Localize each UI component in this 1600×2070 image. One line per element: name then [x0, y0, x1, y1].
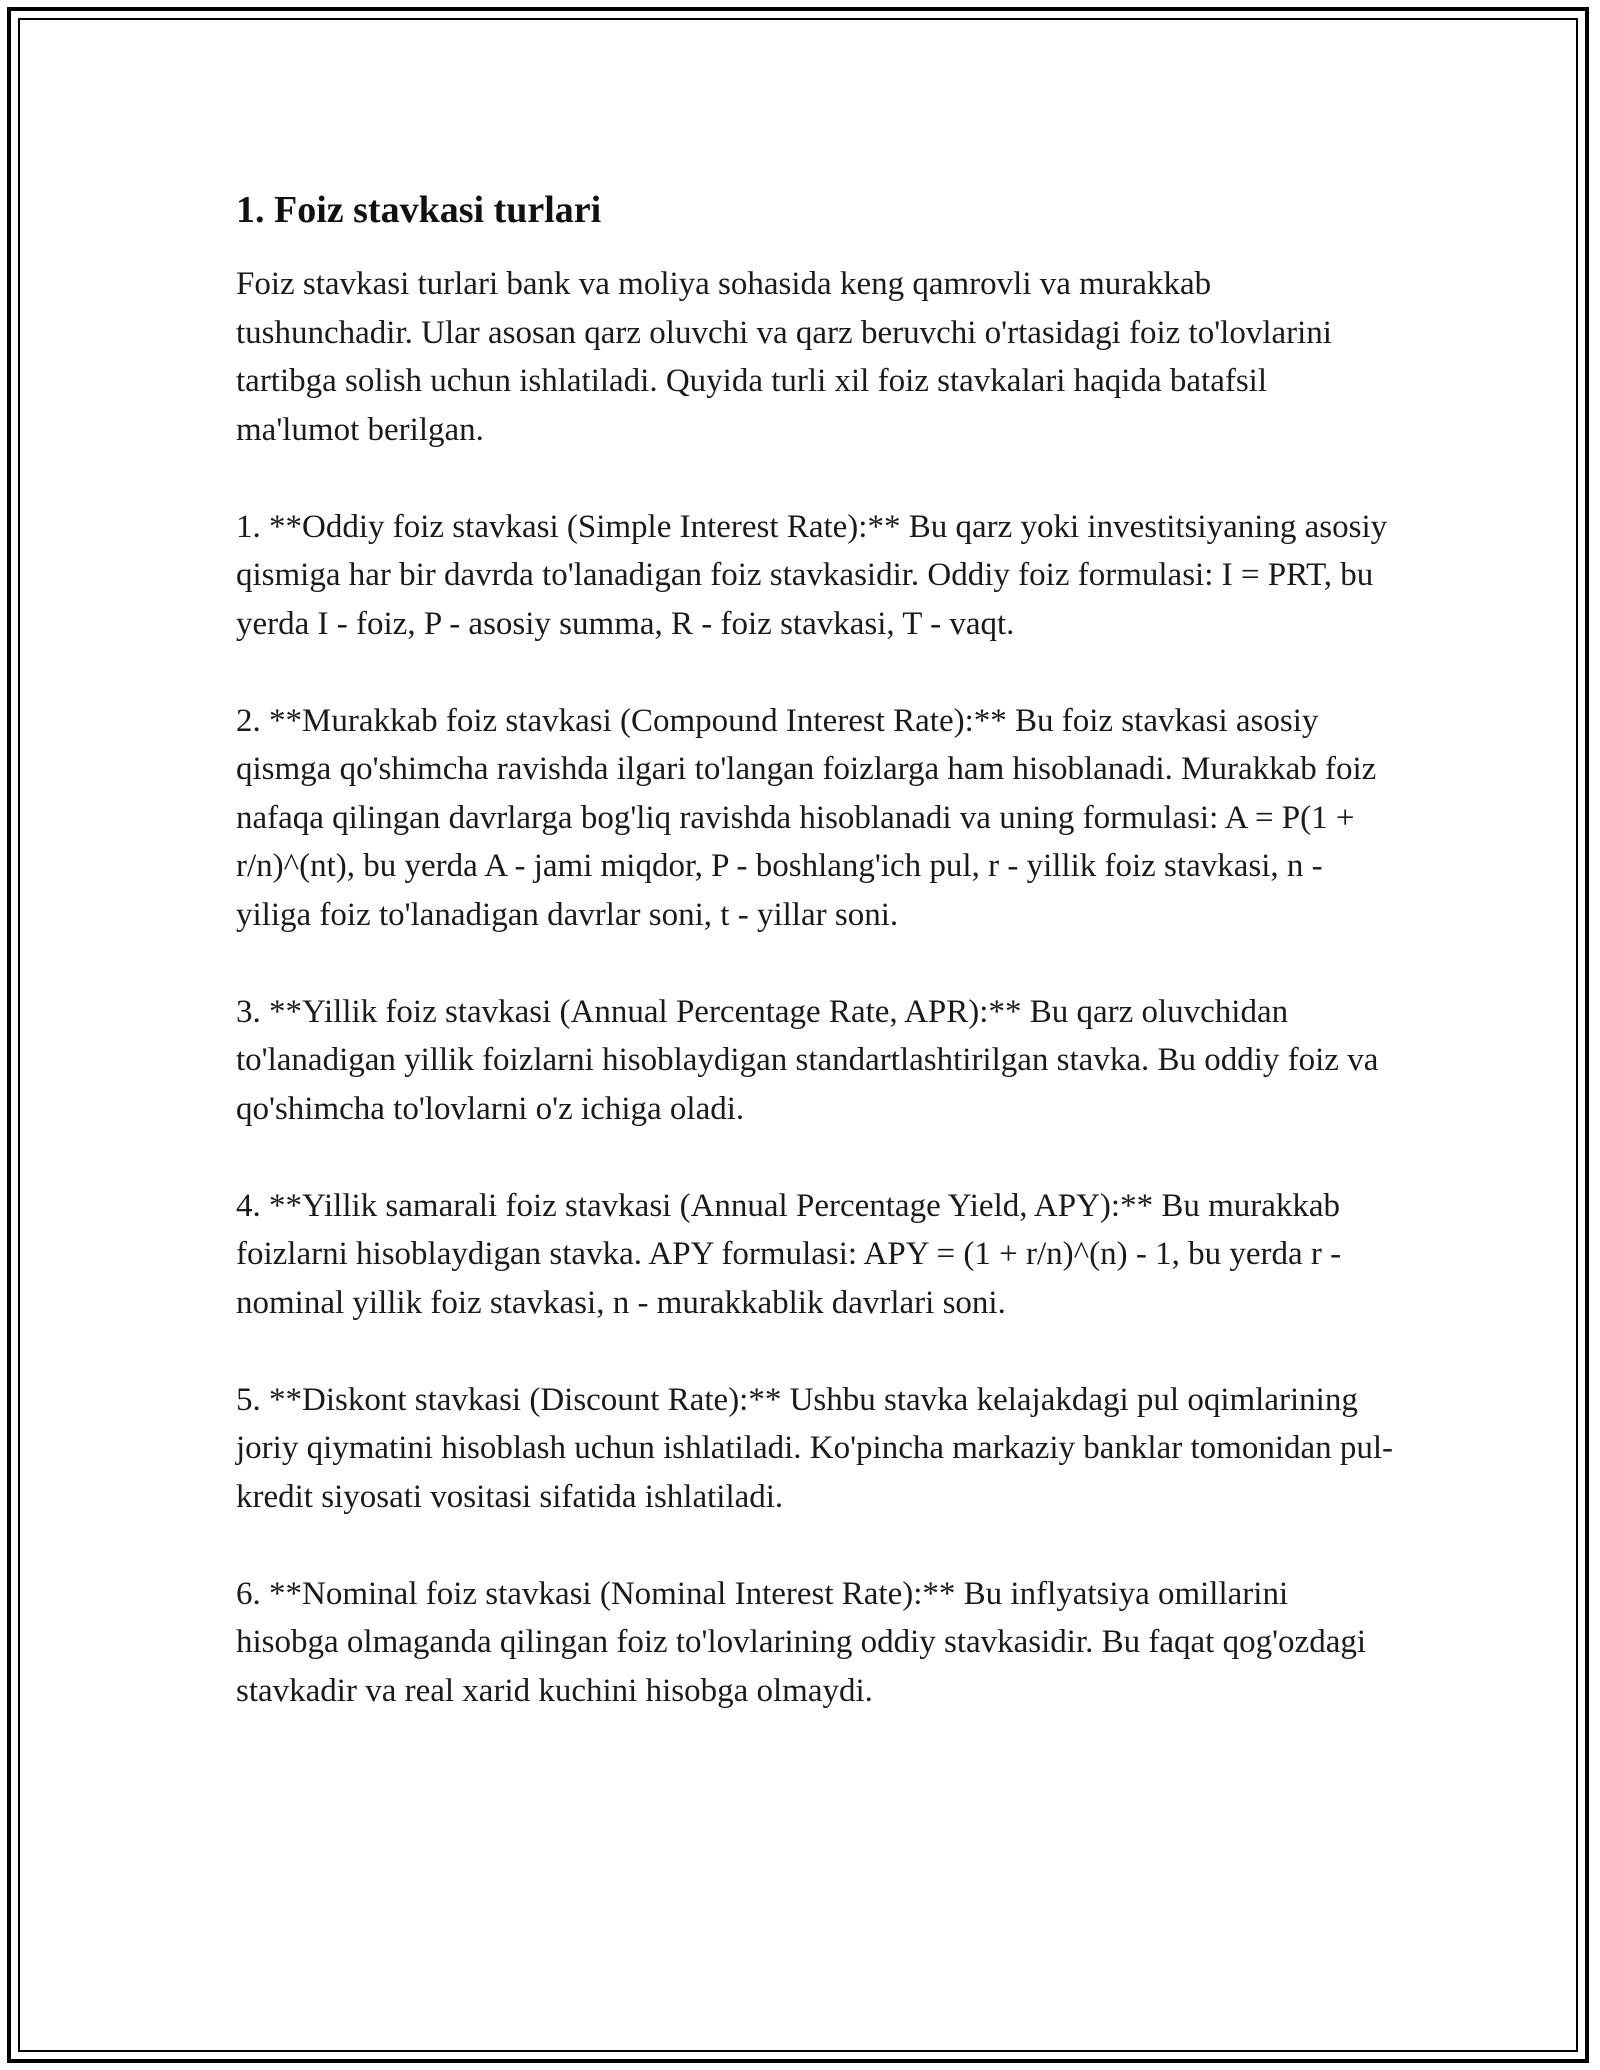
- intro-paragraph: Foiz stavkasi turlari bank va moliya sohasida keng qamrovli va murakkab tushunchadir. Ular asosan qarz oluvchi va qarz beruvchi o'rtasidagi foiz to'lovlarini tartibga solish uchun ishlatiladi. Quyida turli xil foiz stavkalari haqida batafsil ma'lumot berilgan.: [236, 266, 1332, 448]
- item-nominal-rate: 6. **Nominal foiz stavkasi (Nominal Interest Rate):** Bu inflyatsiya omillarini hisobga olmaganda qilingan foiz to'lovlarining oddiy stavkasidir. Bu faqat qog'ozdagi stavkadir va real xarid kuchini hisobga olmaydi.: [236, 1575, 1367, 1709]
- section-heading: 1. Foiz stavkasi turlari: [236, 189, 602, 231]
- item-apy: 4. **Yillik samarali foiz stavkasi (Annual Percentage Yield, APY):** Bu murakkab foizlarni hisoblaydigan stavka. APY formulasi: APY = (1 + r/n)^(n) - 1, bu yerda r - nominal yillik foiz stavkasi, n - murakkablik davrlari soni.: [236, 1187, 1342, 1321]
- item-apr: 3. **Yillik foiz stavkasi (Annual Percentage Rate, APR):** Bu qarz oluvchidan to'lanadigan yillik foizlarni hisoblaydigan standartlashtirilgan stavka. Bu oddiy foiz va qo'shimcha to'lovlarni o'z ichiga oladi.: [236, 993, 1379, 1127]
- item-discount-rate: 5. **Diskont stavkasi (Discount Rate):** Ushbu stavka kelajakdagi pul oqimlarining joriy qiymatini hisoblash uchun ishlatiladi. Ko'pincha markaziy banklar tomonidan pul-kredit siyosati vositasi sifatida ishlatiladi.: [236, 1381, 1394, 1515]
- item-simple-interest: 1. **Oddiy foiz stavkasi (Simple Interest Rate):** Bu qarz yoki investitsiyaning asosiy qismiga har bir davrda to'lanadigan foiz stavkasidir. Oddiy foiz formulasi: I = PRT, bu yerda I - foiz, P - asosiy summa, R - foiz stavkasi, T - vaqt.: [236, 508, 1388, 642]
- document-body: [236, 186, 1396, 1764]
- item-compound-interest: 2. **Murakkab foiz stavkasi (Compound Interest Rate):** Bu foiz stavkasi asosiy qismga qo'shimcha ravishda ilgari to'langan foizlarga ham hisoblanadi. Murakkab foiz nafaqa qilingan davrlarga bog'liq ravishda hisoblanadi va uning formulasi: A = P(1 + r/n)^(nt), bu yerda A - jami miqdor, P - boshlang'ich pul, r - yillik foiz stavkasi, n - yiliga foiz to'lanadigan davrlar soni, t - yillar soni.: [236, 702, 1377, 933]
